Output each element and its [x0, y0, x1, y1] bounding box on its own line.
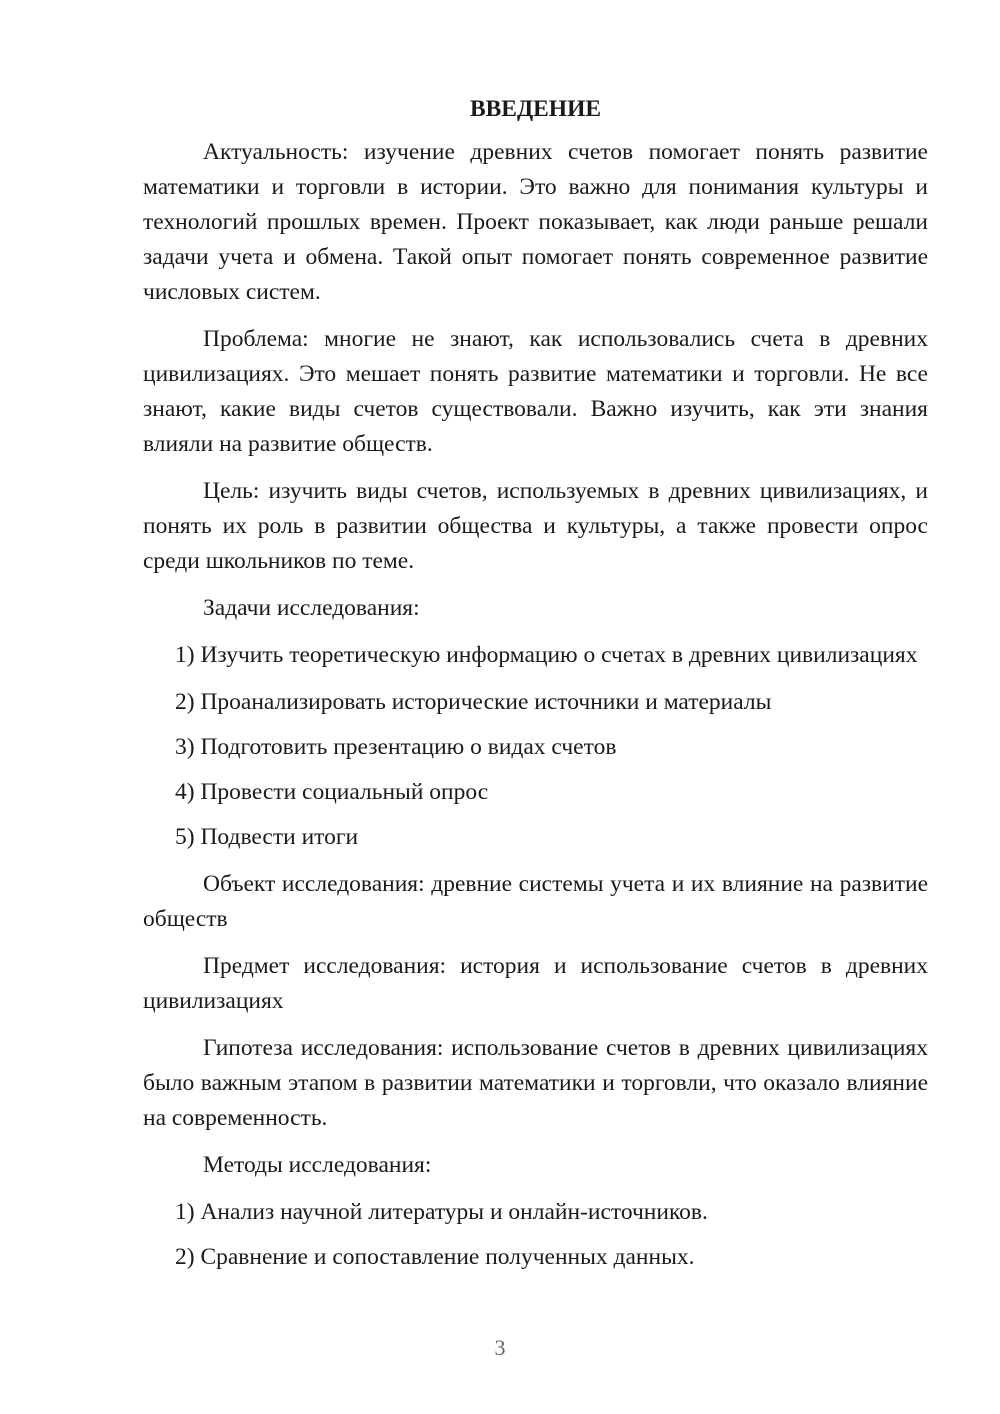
relevance-paragraph: Актуальность: изучение древних счетов помогает понять развитие математики и торговли в истории. Это важно для понимания культуры и технологий прошлых времен. Проект показывает, как люди раньше решали задачи учета и обмена. Такой опыт помогает понять современное развитие числовых систем.	[143, 139, 928, 305]
hypothesis-paragraph: Гипотеза исследования: использование счетов в древних цивилизациях было важным этапом в развитии математики и торговли, что оказало влияние на современность.	[143, 1035, 928, 1131]
task-item-2: 2) Проанализировать исторические источники и материалы	[175, 689, 772, 715]
task-item-5: 5) Подвести итоги	[175, 824, 359, 850]
subject-paragraph: Предмет исследования: история и использование счетов в древних цивилизациях	[143, 953, 928, 1014]
goal-paragraph: Цель: изучить виды счетов, используемых в древних цивилизациях, и понять их роль в развитии общества и культуры, а также провести опрос среди школьников по теме.	[143, 478, 928, 574]
methods-label: Методы исследования:	[203, 1152, 432, 1178]
page-number: 3	[494, 1335, 506, 1360]
method-item-2: 2) Сравнение и сопоставление полученных данных.	[175, 1244, 695, 1270]
task-item-4: 4) Провести социальный опрос	[175, 779, 489, 805]
page-content	[143, 92, 928, 1285]
section-heading: ВВЕДЕНИЕ	[469, 96, 602, 122]
problem-paragraph: Проблема: многие не знают, как использовались счета в древних цивилизациях. Это мешает понять развитие математики и торговли. Не все знают, какие виды счетов существовали. Важно изучить, как эти знания влияли на развитие обществ.	[143, 326, 928, 457]
object-paragraph: Объект исследования: древние системы учета и их влияние на развитие обществ	[143, 871, 928, 932]
task-item-3: 3) Подготовить презентацию о видах счетов	[175, 734, 617, 760]
method-item-1: 1) Анализ научной литературы и онлайн-источников.	[175, 1199, 708, 1225]
task-item-1: 1) Изучить теоретическую информацию о счетах в древних цивилизациях	[175, 642, 918, 668]
tasks-label: Задачи исследования:	[203, 595, 420, 621]
